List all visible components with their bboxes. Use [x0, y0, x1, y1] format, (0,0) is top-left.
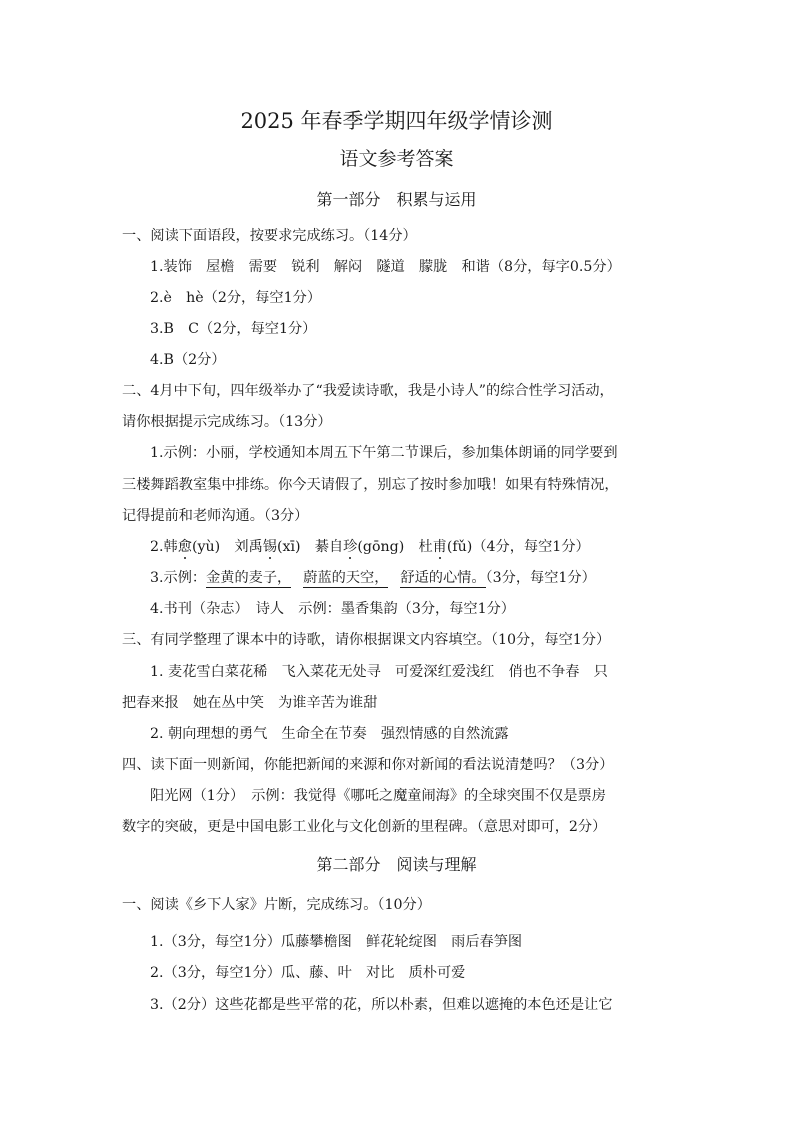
document-title: 2025 年春季学期四年级学情诊测 [240, 109, 553, 133]
p1-q4-answer-line1: 阳光网（1分） 示例：我觉得《哪吒之魔童闹海》的全球突围不仅是票房 [150, 788, 606, 804]
emphasis-char: 珍 [343, 539, 358, 555]
emphasis-char: 甫 [432, 539, 447, 555]
underlined-phrase-1: 金黄的麦子， [206, 570, 292, 586]
part2-heading: 第二部分 阅读与理解 [316, 855, 477, 874]
p1-q1-stem: 一、阅读下面语段，按要求完成练习。（14分） [122, 228, 417, 244]
p2-q1-stem: 一、阅读《乡下人家》片断，完成练习。（10分） [122, 897, 431, 913]
p1-q3-answer-2: 2. 朝向理想的勇气 生命全在节奏 强烈情感的自然流露 [150, 726, 509, 742]
score-note: （4分，每空1分） [472, 539, 590, 555]
p1-q2-answer-1-line2: 三楼舞蹈教室集中排练。你今天请假了，别忘了按时参加哦！如果有特殊情况， [122, 477, 619, 493]
p1-q1-answer-1: 1.装饰 屋檐 需要 锐利 解闷 隧道 朦胧 和谐（8分，每字0.5分） [150, 259, 621, 275]
answer-number: 2. [150, 539, 164, 555]
emphasis-char: 锡 [262, 539, 277, 555]
answer-prefix: 3.示例： [150, 570, 207, 586]
poet-name-1: 韩愈(yù) [163, 539, 235, 555]
p1-q3-answer-1-line1: 1. 麦花雪白菜花稀 飞入菜花无处寻 可爱深红爱浅红 俏也不争春 只 [150, 664, 608, 680]
p1-q2-answer-1-line3: 记得提前和老师沟通。（3分） [122, 508, 309, 524]
part1-heading: 第一部分 积累与运用 [316, 190, 477, 209]
p2-q1-answer-3: 3.（2分）这些花都是些平常的花，所以朴素，但难以遮掩的本色还是让它 [150, 997, 613, 1013]
underlined-phrase-3: 舒适的心情。 [400, 570, 486, 586]
p1-q2-stem-line1: 二、4月中下旬，四年级举办了“我爱读诗歌，我是小诗人”的综合性学习活动， [122, 383, 614, 399]
poet-name-4: 杜甫(fǔ) [418, 539, 473, 555]
p1-q2-answer-4: 4.书刊（杂志） 诗人 示例：墨香集韵（3分，每空1分） [150, 601, 515, 617]
score-note: （3分，每空1分） [485, 570, 596, 586]
poet-name-2: 刘禹锡(xī) [234, 539, 315, 555]
p1-q2-answer-2 [150, 537, 590, 557]
p1-q1-answer-4: 4.B（2分） [150, 352, 226, 368]
p1-q2-answer-1-line1: 1.示例：小丽，学校通知本周五下午第二节课后，参加集体朗诵的同学要到 [150, 445, 618, 461]
p1-q2-stem-line2: 请你根据提示完成练习。（13分） [122, 414, 332, 430]
p1-q4-stem: 四、读下面一则新闻，你能把新闻的来源和你对新闻的看法说清楚吗？（3分） [122, 757, 614, 773]
p1-q3-answer-1-line2: 把春来报 她在丛中笑 为谁辛苦为谁甜 [122, 695, 378, 711]
p1-q1-answer-3: 3.B C（2分，每空1分） [150, 321, 317, 337]
p2-q1-answer-2: 2.（3分，每空1分）瓜、藤、叶 对比 质朴可爱 [150, 965, 466, 981]
p1-q3-stem: 三、有同学整理了课本中的诗歌，请你根据课文内容填空。（10分，每空1分） [122, 632, 611, 648]
p1-q1-answer-2: 2.è hè（2分，每空1分） [150, 290, 322, 306]
p2-q1-answer-1: 1.（3分，每空1分）瓜藤攀檐图 鲜花轮绽图 雨后春笋图 [150, 934, 523, 950]
p1-q2-answer-3 [150, 568, 596, 588]
poet-name-3: 綦自珍(gōng) [314, 539, 419, 555]
document-subtitle: 语文参考答案 [339, 148, 454, 170]
underlined-phrase-2: 蔚蓝的天空， [303, 570, 389, 586]
p1-q4-answer-line2: 数字的突破，更是中国电影工业化与文化创新的里程碑。（意思对即可，2分） [122, 819, 607, 835]
emphasis-char: 愈 [177, 539, 192, 555]
